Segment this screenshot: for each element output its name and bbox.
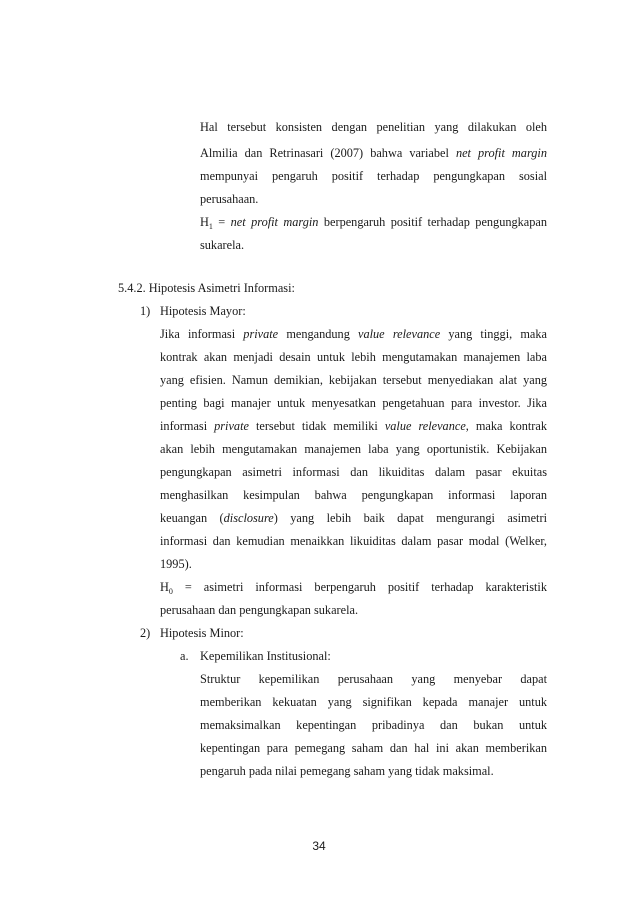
hypothesis-h1: $H_1$ = net profit margin berpengaruh positif terhadap pengungkapan	[200, 215, 548, 231]
paragraph-line: memberikan kekuatan yang signifikan kepada manajer untuk	[200, 695, 547, 709]
paragraph-line: Almilia dan Retrinasari (2007) bahwa variabel net profit margin	[200, 146, 547, 160]
page-number: 34	[312, 839, 326, 853]
hypothesis-h0: $H_0$ = asimetri informasi berpengaruh positif terhadap karakteristik	[160, 580, 547, 596]
paragraph-line: Struktur kepemilikan perusahaan yang menyebar dapat	[200, 672, 547, 686]
paragraph-line: Hal tersebut konsisten dengan penelitian yang dilakukan oleh	[200, 120, 547, 134]
paragraph-line: informasi dan kemudian menaikkan likuiditas dalam pasar modal (Welker,	[160, 534, 547, 548]
paragraph-line: 1995).	[160, 557, 192, 571]
list-item-title: Hipotesis Minor:	[160, 626, 244, 640]
sublist-item-title: Kepemilikan Institusional:	[200, 649, 331, 663]
paragraph-line: kepentingan para pemegang saham dan hal ini akan memberikan	[200, 741, 547, 755]
paragraph-line: menghasilkan kesimpulan bahwa pengungkapan informasi laporan	[160, 488, 547, 502]
paragraph-line: perusahaan.	[200, 192, 259, 206]
paragraph-line: yang efisien. Namun demikian, kebijakan tersebut menyediakan alat yang	[160, 373, 547, 387]
paragraph-line: keuangan (disclosure) yang lebih baik dapat mengurangi asimetri	[160, 511, 547, 525]
sublist-letter: a.	[180, 649, 189, 663]
paragraph-line: perusahaan dan pengungkapan sukarela.	[160, 603, 359, 617]
list-item-title: Hipotesis Mayor:	[160, 304, 246, 318]
paragraph-line: mempunyai pengaruh positif terhadap pengungkapan sosial	[200, 169, 547, 183]
paragraph-line: akan lebih mengutamakan manajemen laba yang oportunistik. Kebijakan	[160, 442, 547, 456]
paragraph-line: sukarela.	[200, 238, 245, 252]
paragraph-line: Jika informasi private mengandung value relevance yang tinggi, maka	[160, 327, 547, 341]
paragraph-line: penting bagi manajer untuk menyesatkan pengetahuan para investor. Jika	[160, 396, 547, 410]
paragraph-line: informasi private tersebut tidak memiliki value relevance, maka kontrak	[160, 419, 548, 433]
section-heading: 5.4.2. Hipotesis Asimetri Informasi:	[118, 281, 295, 295]
paragraph-line: memaksimalkan kepentingan pribadinya dan bukan untuk	[200, 718, 547, 732]
list-number: 1)	[140, 304, 151, 318]
paragraph-line: pengungkapan asimetri informasi dan likuiditas dalam pasar ekuitas	[160, 465, 547, 479]
list-number: 2)	[140, 626, 151, 640]
paragraph-line: pengaruh pada nilai pemegang saham yang tidak maksimal.	[200, 764, 494, 778]
paragraph-line: kontrak akan menjadi desain untuk lebih mengutamakan manajemen laba	[160, 350, 547, 364]
